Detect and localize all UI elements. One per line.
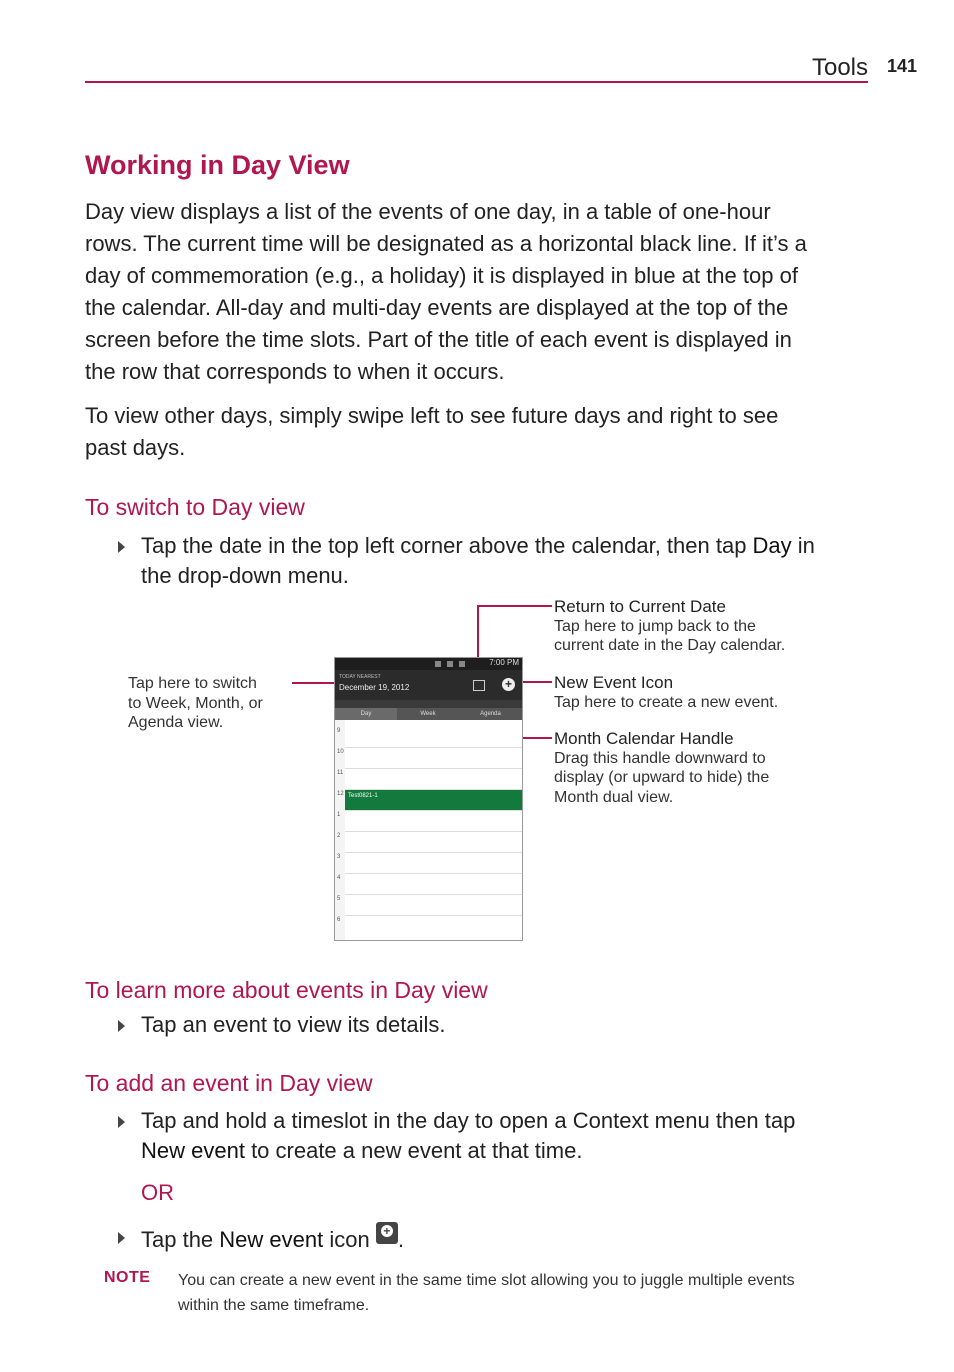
section-title: Tools	[811, 54, 868, 81]
text-line: screen before the time slots. Part of the title of each event is displayed in	[85, 327, 792, 352]
calendar-title-bar	[335, 670, 522, 700]
today-label: TODAY NEAREST	[339, 674, 381, 680]
callout-line: Tap here to jump back to the	[554, 617, 756, 635]
view-tabs	[335, 708, 522, 720]
leader-line	[521, 737, 552, 739]
bullet-text-part: in	[791, 533, 815, 558]
note-line: You can create a new event in the same time slot allowing you to juggle multiple events	[178, 1272, 795, 1289]
bullet-learn	[118, 1010, 868, 1040]
hour-label: 4	[337, 875, 341, 881]
text-line: To view other days, simply swipe left to see future days and right to see	[85, 403, 779, 428]
bullet-text: Tap an event to view its details.	[141, 1012, 446, 1037]
bullet-add-2	[118, 1222, 868, 1255]
heading-add-event: To add an event in Day view	[85, 1070, 373, 1096]
bullet-triangle-icon	[118, 1020, 125, 1032]
hour-label: 3	[337, 854, 341, 860]
heading-learn-more: To learn more about events in Day view	[85, 977, 488, 1003]
bullet-text-part: Tap the	[141, 1227, 220, 1252]
callout-title: Return to Current Date	[554, 597, 726, 616]
or-separator: OR	[141, 1180, 174, 1205]
wifi-icon	[447, 661, 453, 667]
signal-icon	[435, 661, 441, 667]
bullet-triangle-icon	[118, 541, 125, 553]
bullet-strong-day: Day	[752, 533, 792, 558]
heading-switch-day-view: To switch to Day view	[85, 494, 305, 520]
hour-row-line	[345, 894, 522, 895]
bullet-text-part: Tap the date in the top left corner above the calendar, then tap	[141, 533, 753, 558]
month-handle[interactable]	[335, 700, 522, 708]
hour-row-line	[345, 915, 522, 916]
page-number: 141	[887, 56, 918, 76]
callout-month-calendar-handle	[554, 729, 769, 807]
note-line: within the same timeframe.	[178, 1297, 370, 1314]
bullet-triangle-icon	[118, 1232, 125, 1244]
hour-label: 10	[337, 749, 344, 755]
tab-day[interactable]: Day	[335, 708, 397, 720]
callout-return-current-date	[554, 597, 785, 656]
hour-label: 9	[337, 728, 341, 734]
callout-line: display (or upward to hide) the	[554, 769, 770, 786]
bullet-triangle-icon	[118, 1116, 125, 1128]
callout-line: to Week, Month, or	[128, 694, 263, 712]
bullet-text-part: icon	[323, 1227, 376, 1252]
status-bar	[335, 658, 522, 670]
callout-new-event-icon	[554, 673, 778, 712]
callout-line: Month dual view.	[554, 788, 674, 806]
bullet-add-1	[118, 1106, 868, 1166]
hour-label: 5	[337, 896, 341, 902]
hour-label: 11	[337, 770, 344, 776]
callout-title: New Event Icon	[554, 673, 674, 692]
hour-label: 2	[337, 833, 341, 839]
bullet-text	[141, 531, 868, 561]
day-view-screenshot	[334, 657, 523, 941]
bullet-text-line2: the drop-down menu.	[141, 563, 349, 588]
status-time: 7:00 PM	[489, 658, 519, 667]
bullet-strong-new-event: New event	[219, 1227, 324, 1252]
note-text	[178, 1268, 878, 1318]
bullet-text-part: to create a new event at that time.	[244, 1138, 583, 1163]
bullet-strong-new-event: New event	[141, 1138, 245, 1163]
bullet-text-line2	[141, 1136, 868, 1166]
text-line: rows. The current time will be designated as a horizontal black line. If it’s a	[85, 231, 807, 256]
date-selector[interactable]: December 19, 2012	[339, 683, 410, 692]
hour-label: 12	[337, 791, 344, 797]
callout-line: Tap here to create a new event.	[554, 693, 779, 711]
bullet-text	[141, 1222, 868, 1255]
text-line: the row that corresponds to when it occurs.	[85, 359, 505, 384]
header-rule	[85, 81, 868, 83]
hour-row-line	[345, 768, 522, 769]
hour-label: 6	[337, 917, 341, 923]
callout-title: Month Calendar Handle	[554, 729, 734, 748]
callout-switch-view	[128, 674, 263, 733]
leader-line	[292, 682, 334, 684]
tab-week[interactable]: Week	[420, 711, 436, 717]
hour-row-line	[345, 747, 522, 748]
hour-row-line	[345, 810, 522, 811]
text-line: Day view displays a list of the events of one day, in a table of one-hour	[85, 199, 771, 224]
hour-label: 1	[337, 812, 341, 818]
hour-row-line	[345, 831, 522, 832]
event-block[interactable]	[345, 790, 522, 810]
tab-agenda[interactable]: Agenda	[480, 711, 501, 717]
text-line: the calendar. All-day and multi-day events are displayed at the top of the	[85, 295, 789, 320]
hour-row-line	[345, 852, 522, 853]
callout-line: Agenda view.	[128, 714, 224, 731]
calendar-icon[interactable]	[473, 680, 485, 691]
text-line: past days.	[85, 435, 186, 460]
battery-icon	[459, 661, 465, 667]
new-event-icon	[376, 1222, 398, 1244]
text-line: day of commemoration (e.g., a holiday) it is displayed in blue at the top of	[85, 263, 798, 288]
hour-row-line	[345, 873, 522, 874]
new-event-icon[interactable]: +	[502, 678, 515, 691]
leader-line	[477, 605, 552, 607]
page-title: Working in Day View	[85, 150, 350, 180]
callout-line: Drag this handle downward to	[554, 749, 766, 767]
event-title: Test0821-1	[348, 793, 378, 799]
callout-line: current date in the Day calendar.	[554, 637, 786, 654]
bullet-text-part: .	[397, 1227, 404, 1252]
bullet-switch	[118, 531, 868, 591]
callout-line: Tap here to switch	[128, 675, 257, 692]
intro-paragraph-2	[85, 400, 875, 464]
intro-paragraph-1	[85, 196, 875, 388]
note-label: NOTE	[104, 1269, 151, 1286]
bullet-text: Tap and hold a timeslot in the day to open a Context menu then tap	[141, 1108, 796, 1133]
